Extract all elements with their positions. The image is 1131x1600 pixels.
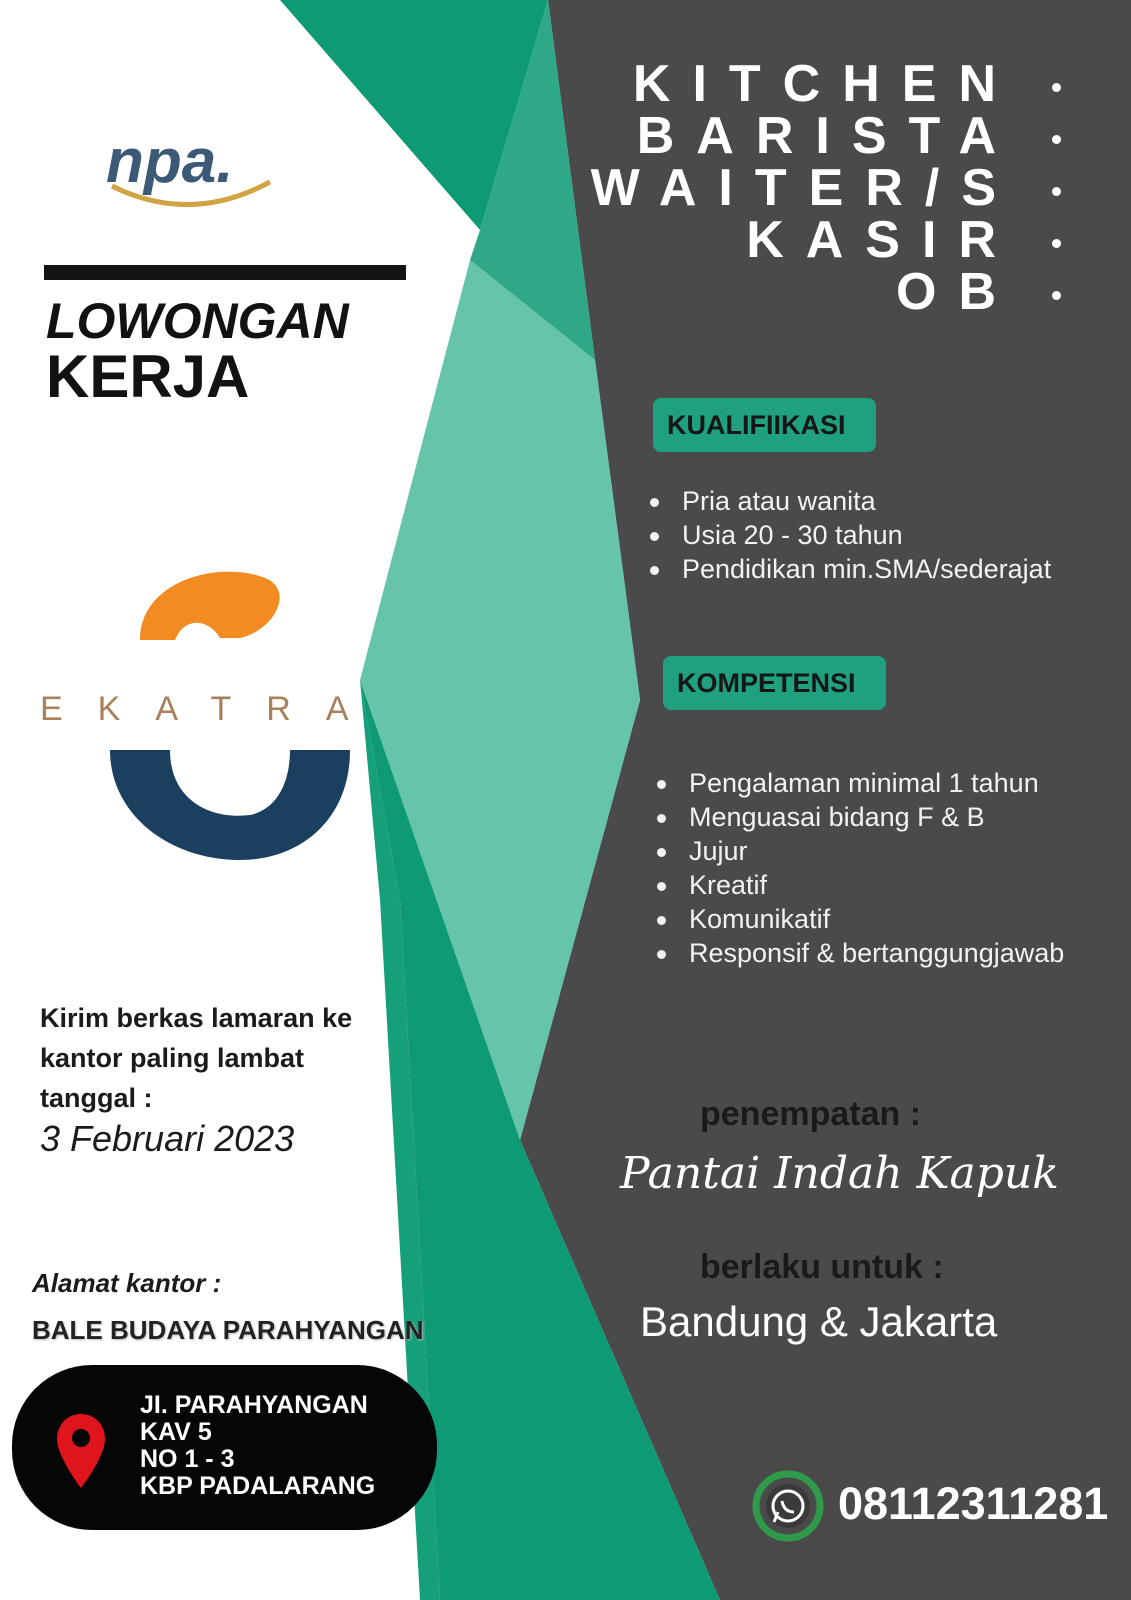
bullet-icon (1052, 187, 1061, 196)
list-item: Usia 20 - 30 tahun (648, 518, 1051, 552)
submission-date: 3 Februari 2023 (40, 1118, 295, 1159)
qualifications-list (648, 484, 1051, 586)
position-label: KASIR (746, 211, 1018, 269)
validity-value: Bandung & Jakarta (640, 1298, 998, 1345)
bullet-icon (1052, 291, 1061, 300)
office-label: Alamat kantor : (32, 1268, 222, 1298)
address-line: KAV 5 (140, 1418, 212, 1446)
placement-label: penempatan : (700, 1095, 922, 1133)
address-line: KBP PADALARANG (140, 1472, 376, 1500)
title-line-2: KERJA (46, 343, 250, 410)
bullet-icon (1052, 83, 1061, 92)
office-name: BALE BUDAYA PARAHYANGAN (32, 1315, 424, 1345)
validity-label: berlaku untuk : (700, 1248, 944, 1286)
address-lines (140, 1392, 375, 1500)
location-pin-icon (55, 1412, 107, 1490)
address-line: JI. PARAHYANGAN (140, 1391, 368, 1419)
position-item (590, 159, 1061, 217)
competencies-tag: KOMPETENSI (663, 656, 886, 710)
bullet-icon (1052, 239, 1061, 248)
positions-list (590, 55, 1061, 321)
position-item (591, 211, 1061, 269)
position-label: WAITER/S (590, 159, 1018, 217)
list-item: Jujur (655, 834, 1064, 868)
position-label: OB (896, 263, 1018, 321)
position-item (591, 107, 1061, 165)
list-item: Pendidikan min.SMA/sederajat (648, 552, 1051, 586)
qualifications-tag: KUALIFIIKASI (653, 398, 876, 452)
position-item (591, 263, 1061, 321)
list-item: Responsif & bertanggungjawab (655, 936, 1064, 970)
title-line-1: LOWONGAN (46, 293, 349, 349)
list-item: Menguasai bidang F & B (655, 800, 1064, 834)
npa-logo-text: npa. (106, 127, 234, 196)
list-item: Pria atau wanita (648, 484, 1051, 518)
title-divider (44, 265, 406, 280)
submission-text: Kirim berkas lamaran ke kantor paling lambat tanggal : (40, 1003, 353, 1113)
position-label: KITCHEN (632, 55, 1018, 113)
address-line: NO 1 - 3 (140, 1445, 235, 1473)
placement-value: Pantai Indah Kapuk (620, 1148, 1059, 1199)
ekatra-wordmark: EKATRA (40, 690, 384, 728)
bullet-icon (1052, 135, 1061, 144)
position-item (591, 55, 1061, 113)
list-item: Komunikatif (655, 902, 1064, 936)
list-item: Pengalaman minimal 1 tahun (655, 766, 1064, 800)
list-item: Kreatif (655, 868, 1064, 902)
npa-logo (100, 120, 300, 220)
phone-number[interactable]: 08112311281 (838, 1478, 1109, 1529)
whatsapp-icon (752, 1470, 824, 1542)
position-label: BARISTA (636, 107, 1018, 165)
competencies-list (655, 766, 1064, 970)
